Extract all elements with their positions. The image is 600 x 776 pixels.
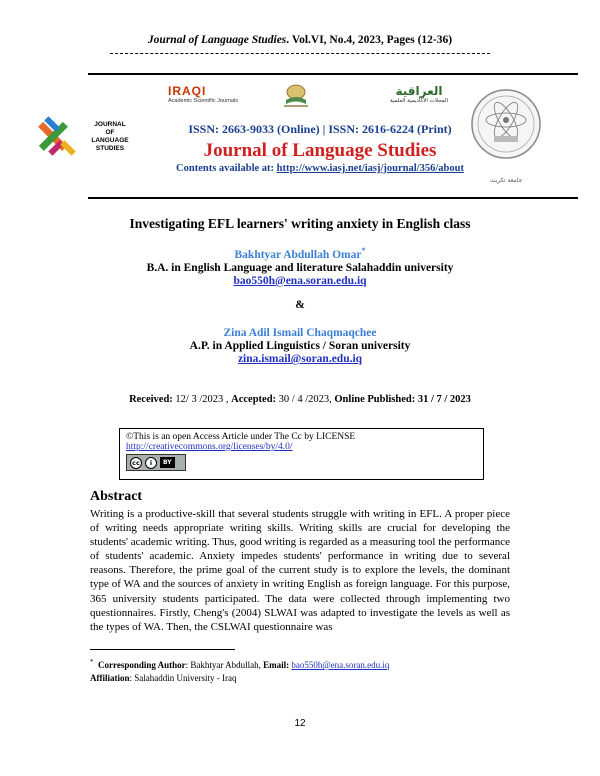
footnote-email[interactable]: bao550h@ena.soran.edu.iq [291,660,390,670]
author1-block [0,246,600,287]
affiliation-value: : Salahaddin University - Iraq [129,673,237,683]
accepted-date: 30 / 4 /2023, [278,394,332,405]
footnote-corresponding [90,656,510,672]
received-label: Received: [129,394,173,405]
running-head-issue: . Vol.VI, No.4, 2023, Pages (12-36) [286,34,453,46]
contents-link[interactable]: http://www.iasj.net/iasj/journal/356/about [276,163,464,174]
author1-name: Bakhtyar Abdullah Omar [234,248,362,261]
footnote-marker: * [90,658,94,666]
accepted-label: Accepted: [231,394,277,405]
attribution-icon: i [145,457,157,469]
affiliation-label: Affiliation [90,673,130,683]
footnote-affiliation [90,672,510,685]
author1-marker: * [361,246,366,255]
running-head [0,34,600,46]
corresponding-label: Corresponding Author [98,660,186,670]
author2-name: Zina Adil Ismail Chaqmaqchee [223,327,377,339]
footnote-rule [90,649,235,650]
seal-caption: جامعة تكريت [489,177,523,184]
license-box [119,428,484,480]
received-date: 12/ 3 /2023 , [175,394,229,405]
contents-label: Contents available at: [176,163,277,174]
publication-dates [0,394,600,405]
university-seal-icon [468,78,544,178]
banner-bottom-rule [88,197,578,199]
author2-email[interactable]: zina.ismail@soran.edu.iq [237,353,363,365]
iraqi-logo [168,84,238,104]
paper-title: Investigating EFL learners' writing anxiety in English class [129,216,471,231]
ampersand: & [295,299,305,311]
jls-logo [30,113,160,163]
published-label: Online Published: [334,394,416,405]
author1-name-line [0,246,600,261]
author1-email[interactable]: bao550h@ena.soran.edu.iq [233,274,367,287]
license-text: ©This is an open Access Article under The Cc by LICENSE [126,432,356,442]
iraqi-brand: IRAQI [168,84,207,98]
published-date: 31 / 7 / 2023 [417,394,471,405]
author2-block [0,327,600,365]
license-link[interactable]: http://creativecommons.org/licenses/by/4.0/ [126,442,293,452]
cc-by-label: BY [160,457,175,468]
author1-affiliation: B.A. in English Language and literature Salahaddin university [146,261,454,274]
banner-journal-title: Journal of Language Studies [203,140,437,161]
footnote [90,656,510,685]
page-number: 12 [294,718,306,729]
contents-line [160,163,480,174]
running-head-rule [110,53,490,54]
running-head-journal: Journal of Language Studies [147,34,287,46]
banner-top-rule [88,73,578,75]
arabic-sub: المجلات الأكاديمية العلمية [389,98,449,104]
iraqi-sub: Academic Scientific Journals [168,98,239,104]
abstract-heading: Abstract [90,489,143,504]
university-seal [468,78,544,190]
ministry-emblem-icon [278,82,314,110]
cc-by-badge[interactable] [126,454,186,471]
author2-affiliation: A.P. in Applied Linguistics / Soran university [189,340,411,352]
jls-x-icon [30,113,90,163]
arabic-logo [374,84,464,104]
cc-icon: cc [130,457,142,469]
footnote-email-label: Email: [263,660,290,670]
jls-logo-text: JOURNAL OF LANGUAGE STUDIES [91,121,129,152]
issn-line: ISSN: 2663-9033 (Online) | ISSN: 2616-6224 (Print) [188,122,452,136]
arabic-brand: العراقية [395,84,443,98]
abstract-body: Writing is a productive-skill that several students struggle with writing in EFL. A proper piece of writing needs appropriate writing skills. Writing skills are crucial for developing the students' academic writing. Thus, good writing is regarded as a measuring tool the performance of students' academic. Anxiety impedes students' performance in writing due to several reasons. Therefore, the prime goal of the current study is to explore the levels, the dominant type of WA and the sources of anxiety in writing English as foreign language. For this purpose, 365 university students participated. The data were collected through implementing two questionnaires. Firstly, Cheng's (2004) SLWAI was adapted to investigate the levels as well as the types of WA. Then, the CSLWAI questionnaire was [90,508,510,633]
corresponding-value: : Bakhtyar Abdullah, [185,660,264,670]
